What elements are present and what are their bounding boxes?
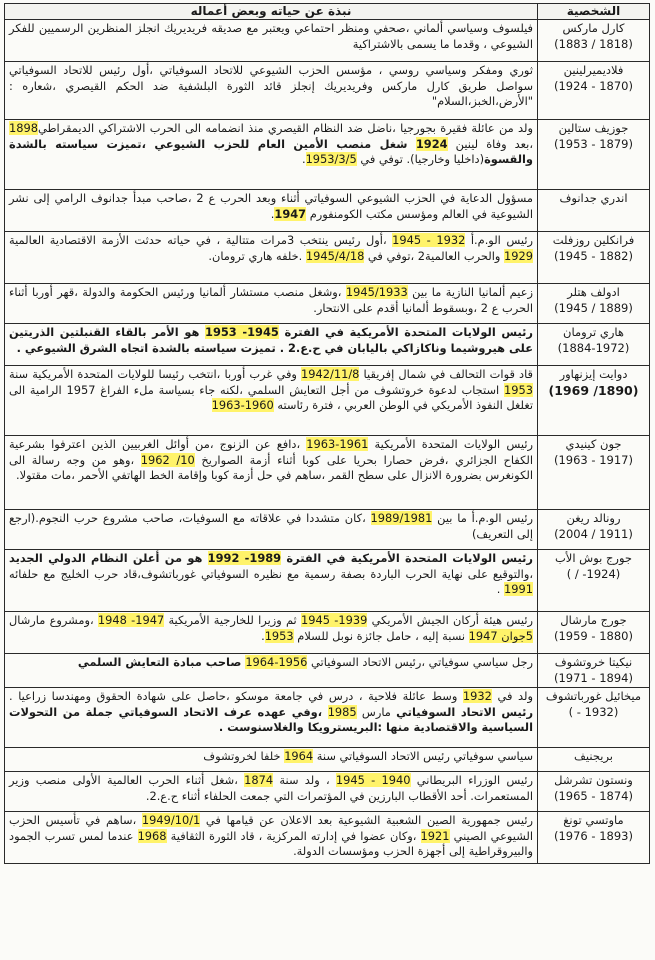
description-text: ثم وزيرا للخارجية الأمريكية — [164, 613, 301, 627]
highlighted-date: 1929 — [504, 248, 533, 263]
highlighted-date: 1953 — [264, 628, 294, 643]
highlighted-date: 1961-1963 — [306, 437, 369, 451]
highlighted-date: 1921 — [420, 828, 450, 843]
person-name: كارل ماركس — [562, 21, 625, 35]
person-name: جورج مارشال — [560, 613, 627, 627]
table-row — [5, 612, 650, 654]
person-name: رونالد ريغن — [566, 511, 621, 525]
description-text: ولد في — [491, 689, 533, 703]
table-row — [5, 436, 650, 510]
person-name: ونستون تشرشل — [554, 773, 633, 787]
person-cell — [538, 366, 650, 436]
table-row — [5, 812, 650, 864]
description-text: رئيس الو.م.أ — [465, 233, 533, 247]
description-text: عندما لمس تسرب الجمود والبيروقراطية إلى أجهزة الحزب ومؤسسات الدولة. — [9, 828, 533, 859]
person-cell — [538, 654, 650, 688]
description-cell — [5, 550, 538, 612]
person-name: فلاديميرلينين — [563, 63, 624, 77]
description-text: ،شغل أثناء الحرب العالمية الأولى منصب وزير المستعمرات. أحد الأقطاب البارزين في المؤتمرات التي جمعت الحلفاء أثناء ح.ع.2. — [9, 773, 533, 803]
person-name: دوايت إيزنهاور — [559, 367, 628, 381]
person-cell — [538, 190, 650, 232]
person-dates: (1874 - 1965) — [553, 788, 634, 803]
description-text: رئيس الولايات المتحدة الأمريكية في الفترة — [278, 325, 533, 339]
description-text: قاد قوات التحالف في شمال إفريقيا — [359, 367, 533, 381]
person-cell — [538, 324, 650, 366]
description-text: ،وهو من وجه رسالة الى الكونغرس بضرورة الانزال على سطح القمر ،ساهم في حل أزمة كوبا وإقامة الخط الهاتفي الأحمر ،مات مقتولا. — [9, 452, 533, 483]
table-row — [5, 20, 650, 62]
person-name: فرانكلين روزفلت — [552, 233, 635, 247]
description-text: ،كان متشددا في علاقاته مع السوفيات، صاحب مشروع حرب النجوم.(ارجع إلى التعريف) — [9, 511, 533, 541]
description-text: رجل سياسي سوفياتي ،رئيس الاتحاد السوفياتي — [307, 655, 533, 669]
description-cell — [5, 812, 538, 864]
description-text: .خلفه هاري ترومان. — [208, 248, 306, 263]
highlighted-date: 1985 — [327, 704, 357, 719]
description-text: ، ولد سنة — [273, 773, 336, 787]
highlighted-date: 1945/1933 — [345, 285, 408, 299]
person-dates: (1818 / 1883) — [554, 36, 633, 51]
highlighted-date: 1991 — [504, 582, 533, 597]
table-row — [5, 748, 650, 772]
person-cell — [538, 748, 650, 772]
description-cell — [5, 20, 538, 62]
description-text: رئيس الوزراء البريطاني — [410, 773, 534, 787]
person-cell — [538, 772, 650, 812]
person-cell — [538, 550, 650, 612]
table-row — [5, 284, 650, 324]
person-name: اندري جدانوف — [559, 191, 628, 205]
highlighted-date: 1968 — [137, 828, 167, 843]
highlighted-date: 1932 - 1945 — [392, 233, 466, 247]
highlighted-date: 1989/1981 — [370, 511, 433, 525]
description-text: (داخليا وخارجيا). توفي في — [356, 152, 485, 167]
highlighted-date: 1953/3/5 — [305, 152, 357, 167]
person-name: ماوتسي تونغ — [563, 813, 624, 827]
highlighted-date: 1932 — [462, 689, 492, 703]
person-dates: (1894 - 1971) — [553, 670, 634, 685]
description-text: رئيس الولايات المتحدة الأمريكية — [368, 437, 533, 451]
person-dates: (1879 - 1953) — [553, 136, 634, 151]
description-text: سياسي سوفياتي رئيس الاتحاد السوفياتي سنة — [313, 749, 533, 763]
description-cell — [5, 772, 538, 812]
description-text: رئيس جمهورية الصين الشعبية الشيوعية بعد الاعلان عن قيامها في — [200, 813, 533, 827]
description-cell — [5, 62, 538, 120]
header-description: نبذة عن حياته وبعض أعماله — [5, 4, 538, 20]
table-row — [5, 654, 650, 688]
person-dates: (1911 / 2004) — [554, 526, 633, 541]
person-name: ادولف هتلر — [567, 285, 620, 299]
description-text: . — [261, 628, 265, 643]
highlighted-date: 1964 — [284, 749, 314, 763]
description-text: . — [496, 582, 504, 597]
highlighted-date: 1949/10/1 — [141, 813, 201, 827]
description-text: ،وكان عضوا في إدارته المركزية ، قاد الثورة الثقافية — [166, 828, 421, 843]
description-text: وسط عائلة فلاحية ، درس في جامعة موسكو ،حاصل على شهادة الحقوق ومهندسا زراعيا . — [9, 689, 463, 703]
description-text: ،وفي عهده عرف الاتحاد السوفياتي جملة من التحولات السياسية والاقتصادية منها :البريسترويكا والغلاسنوست . — [9, 704, 533, 735]
person-name: جورج بوش الأب — [554, 551, 633, 565]
person-dates: (1924- / ) — [566, 566, 621, 581]
highlighted-date: 1874 — [244, 773, 274, 787]
table-header-row — [5, 4, 650, 20]
description-text: . — [301, 152, 306, 167]
description-text: رئيس الاتحاد السوفياتي — [396, 704, 534, 719]
description-text: وفي غرب أوربا ،انتخب رئيسا للولايات المتحدة الأمريكية سنة — [9, 367, 302, 381]
highlighted-date: 1953 — [504, 382, 533, 397]
highlighted-date: 1939- 1945 — [300, 613, 368, 627]
description-text: صاحب مبادة التعايش السلمي — [77, 655, 246, 669]
person-dates: (1882 - 1945) — [553, 248, 634, 263]
description-text: رئيس الو.م.أ ما بين — [432, 511, 533, 525]
description-text: زعيم ألمانيا النازية ما بين — [407, 285, 533, 299]
table-row — [5, 510, 650, 550]
description-cell — [5, 120, 538, 190]
table-body — [5, 20, 650, 864]
table-row — [5, 550, 650, 612]
header-person: الشخصية — [538, 4, 650, 20]
biography-table — [4, 3, 650, 864]
highlighted-date: 5جوان 1947 — [468, 628, 533, 643]
description-text: شغل منصب الأمين العام للحزب الشيوعي ،تميزت سياسته بالشدة والقسوة — [9, 136, 533, 167]
person-cell — [538, 812, 650, 864]
description-text: مسؤول الدعاية في الحزب الشيوعي السوفياتي أثناء وبعد الحرب ع 2 ،صاحب مبدأ جدانوف الرامي إلى نشر الشيوعية في العالم ومؤسس مكتب الكومنفورم — [9, 191, 533, 221]
description-cell — [5, 284, 538, 324]
description-text: خلفا لخروتشوف — [203, 749, 285, 763]
description-text: هو الأمر بالقاء القنبلتين الذريتين على هيروشيما وناكازاكي باليابان في ح.ع.2 . تميزت سياسته بالشدة اتجاه الشرق الشيوعي . — [9, 325, 533, 355]
person-name: نيكيتا خروتشوف — [554, 655, 633, 669]
person-cell — [538, 688, 650, 748]
table-row — [5, 62, 650, 120]
highlighted-date: 1947- 1948 — [97, 613, 165, 627]
highlighted-date: 1947 — [274, 206, 307, 221]
highlighted-date: 10/ 1962 — [140, 452, 195, 467]
highlighted-date: 1945/4/18 — [305, 248, 365, 263]
description-text: فيلسوف وسياسي ألماني ،صحفي ومنظر احتماعي ويعتبر مع صديقه فريديريك انجلز المنظرين الرسميين للفكر الشيوعي ، وقدما ما يسمى بالاشتراكية — [9, 21, 533, 51]
description-text: ،ومشروع مارشال — [9, 613, 98, 627]
table-row — [5, 190, 650, 232]
description-cell — [5, 436, 538, 510]
description-cell — [5, 612, 538, 654]
person-cell — [538, 232, 650, 284]
description-cell — [5, 232, 538, 284]
person-cell — [538, 20, 650, 62]
description-text: رئيس الولايات المتحدة الأمريكية في الفترة — [281, 551, 533, 565]
description-text: ،والتوقيع على نهاية الحرب الباردة بصفة رسمية مع نظيره السوفياتي غورباتشوف،قاد حرب الخليج مع حلفائه — [9, 566, 533, 581]
description-text: ثوري ومفكر وسياسي روسي ، مؤسس الحزب الشيوعي للاتحاد السوفياتي ،أول رئيس للاتحاد السوفياتي سواصل طريق كارل ماركس وفريديريك إنجلز قائد الثورة البلشفية ضد الحكم القيصري ،شعاره : "الأرض،الخبز،السلام" — [9, 63, 533, 109]
description-text: ،ساهم في تأسيس الحزب الشيوعي الصيني — [9, 813, 533, 843]
person-cell — [538, 284, 650, 324]
highlighted-date: 1924 — [415, 136, 448, 151]
description-text: هو من أعلن النظام الدولي الجديد — [9, 551, 208, 565]
description-text: استجاب لدعوة خروتشوف من أجل التعايش السلمي ،لكنه جاء بسياسة ملء الفراغ 1957 الرامية الى تغلغل النفوذ الأمريكي في الوطن العربي ، فترة رئاسته — [9, 382, 533, 413]
person-cell — [538, 120, 650, 190]
highlighted-date: 1898 — [9, 121, 38, 135]
person-name: هاري ترومان — [563, 325, 624, 339]
description-text: ،دافع عن الزنوج ،من أوائل الغربيين الذين اعترفوا بشرعية الكفاح الجزائري ،فرض حصارا بحريا على كوبا أثناء أزمة الصواريخ — [9, 437, 533, 467]
person-dates: (1884-1972) — [557, 340, 630, 355]
person-dates: (1917 - 1963) — [553, 452, 634, 467]
description-cell — [5, 748, 538, 772]
person-name: جون كينيدي — [565, 437, 622, 451]
table-row — [5, 120, 650, 190]
description-text: والحرب العالمية2 ،توفي في — [364, 248, 504, 263]
description-text: نسبة إليه ، حامل جائزة نوبل للسلام — [293, 628, 469, 643]
description-text: ،أول رئيس ينتخب 3مرات متتالية ، في حياته حدثت الأزمة الاقتصادية العالمية — [9, 233, 393, 247]
description-text: . — [270, 206, 275, 221]
person-name: جوزيف ستالين — [558, 121, 629, 135]
person-name: ميخائيل غورباتشوف — [545, 689, 642, 703]
highlighted-date: 1940 - 1945 — [335, 773, 411, 787]
highlighted-date: 1956-1964 — [245, 655, 308, 669]
highlighted-date: 1960-1963 — [211, 398, 274, 413]
table-row — [5, 772, 650, 812]
table-row — [5, 366, 650, 436]
description-cell — [5, 688, 538, 748]
description-text: ولد من عائلة فقيرة بجورجيا ،ناضل ضد النظام القيصري منذ انضمامه الى الحرب الاشتراكي الديمقراطي — [38, 121, 533, 135]
person-dates: (1893 - 1976) — [553, 828, 634, 843]
description-text: رئيس هيئة أركان الجيش الأمريكي — [367, 613, 533, 627]
person-cell — [538, 612, 650, 654]
description-text: مارس — [356, 704, 397, 719]
description-cell — [5, 654, 538, 688]
highlighted-date: 1942/11/8 — [301, 367, 360, 381]
highlighted-date: 1989- 1992 — [207, 551, 282, 565]
description-cell — [5, 324, 538, 366]
person-cell — [538, 510, 650, 550]
person-dates: (1880 - 1959) — [553, 628, 634, 643]
table-row — [5, 232, 650, 284]
table-row — [5, 688, 650, 748]
person-cell — [538, 436, 650, 510]
person-dates: (1932 - ) — [568, 704, 619, 719]
description-cell — [5, 190, 538, 232]
person-dates: (1870 - 1924) — [553, 78, 634, 93]
description-cell — [5, 366, 538, 436]
person-dates: (1889 / 1945) — [554, 300, 633, 315]
person-cell — [538, 62, 650, 120]
table-row — [5, 324, 650, 366]
description-cell — [5, 510, 538, 550]
highlighted-date: 1945- 1953 — [205, 325, 279, 339]
description-text: ،بعد وفاة لينين — [447, 136, 533, 151]
person-dates: (1890/ 1969) — [548, 382, 639, 398]
person-name: بريجنيف — [573, 749, 613, 763]
description-text: ،وشغل منصب مستشار ألمانيا ورئيس الحكومة والدولة ،قهر أوربا أثناء الحرب ع 2 ،وبسقوط ألمانيا أقدم على الانتحار. — [9, 285, 533, 315]
